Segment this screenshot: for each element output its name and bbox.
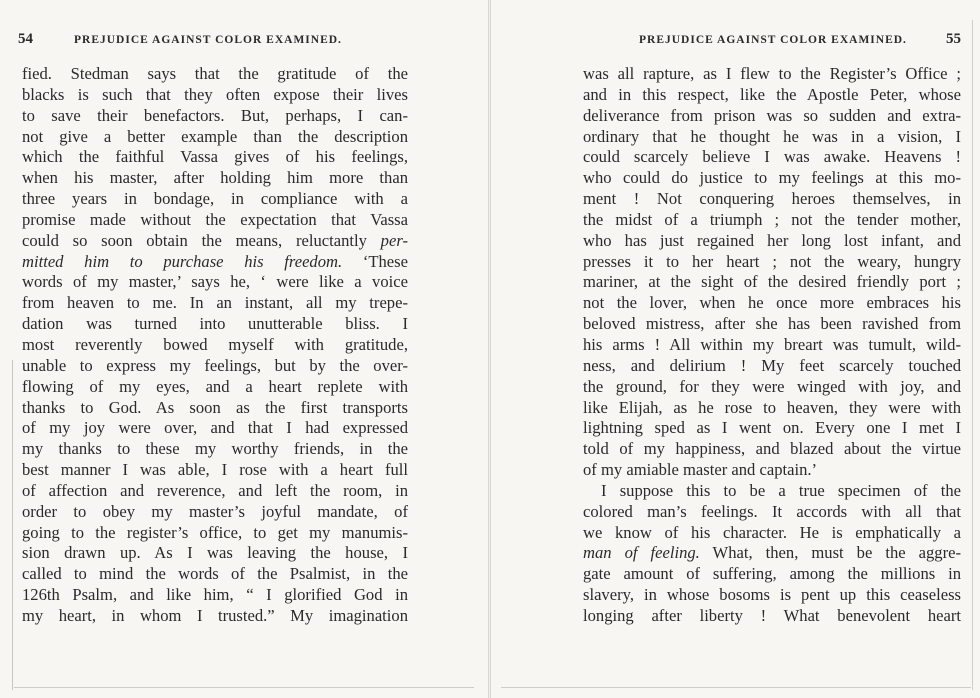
text-line: presses it to her heart ; not the weary, hungry bbox=[583, 251, 961, 271]
text-line: which the faithful Vassa gives of his feelings, bbox=[22, 147, 408, 167]
text-line: when his master, after holding him more than bbox=[22, 168, 408, 188]
text-line: I suppose this to be a true specimen of the bbox=[601, 480, 961, 500]
left-page-text bbox=[22, 64, 408, 627]
text-line: of my amiable master and captain.’ bbox=[583, 460, 818, 480]
text-line: his arms ! All within my breart was tumult, wild- bbox=[583, 334, 961, 354]
text-line: gate amount of suffering, among the millions in bbox=[583, 564, 961, 584]
text-line: my heart, in whom I trusted.” My imagination bbox=[22, 605, 408, 625]
text-line: not the lover, when he once more embraces his bbox=[583, 293, 961, 313]
text-line: three years in bondage, in compliance with a bbox=[22, 189, 408, 209]
text-line: going to the register’s office, to get my manumis- bbox=[22, 522, 408, 542]
text-line: from heaven to me. In an instant, all my trepe- bbox=[22, 293, 408, 313]
text-line: was all rapture, as I flew to the Register’s Office ; bbox=[583, 64, 961, 83]
text-line: to save their benefactors. But, perhaps, I can- bbox=[22, 105, 408, 125]
text-line: longing after liberty ! What benevolent heart bbox=[583, 605, 961, 625]
page-edge-mark bbox=[972, 20, 973, 690]
text-line: we know of his character. He is emphatically a bbox=[583, 522, 961, 542]
left-page bbox=[0, 0, 489, 698]
text-line: man of feeling. What, then, must be the aggre- bbox=[583, 543, 961, 563]
text-line: and in this respect, like the Apostle Peter, whose bbox=[583, 84, 961, 104]
text-line: thanks to God. As soon as the first transports bbox=[22, 397, 408, 417]
text-line: not give a better example than the description bbox=[22, 126, 408, 146]
right-page-number: 55 bbox=[946, 31, 961, 47]
text-line: like Elijah, as he rose to heaven, they were with bbox=[583, 397, 961, 417]
text-line: best manner I was able, I rose with a heart full bbox=[22, 460, 408, 480]
text-line: my thanks to these my worthy friends, in the bbox=[22, 439, 408, 459]
text-line: deliverance from prison was so sudden and extra- bbox=[583, 105, 961, 125]
text-line: told of my happiness, and blazed about the virtue bbox=[583, 439, 961, 459]
text-line: flowing of my eyes, and a heart replete with bbox=[22, 376, 408, 396]
right-page bbox=[490, 0, 980, 698]
text-line: slavery, in whose bosoms is pent up this ceaseless bbox=[583, 585, 961, 605]
text-line: could so soon obtain the means, reluctantly per- bbox=[22, 230, 408, 250]
text-line: dation was turned into unutterable bliss. I bbox=[22, 314, 408, 334]
text-line: who could do justice to my feelings at this mo- bbox=[583, 168, 961, 188]
page-bottom-edge bbox=[14, 687, 474, 688]
left-page-number: 54 bbox=[18, 31, 33, 47]
text-line: the ground, for they were winged with joy, and bbox=[583, 376, 961, 396]
text-line: could scarcely believe I was awake. Heavens ! bbox=[583, 147, 961, 167]
text-line: lightning sped as I went on. Every one I met I bbox=[583, 418, 961, 438]
text-line: fied. Stedman says that the gratitude of the bbox=[22, 64, 408, 83]
text-line: most reverently bowed myself with gratitude, bbox=[22, 334, 408, 354]
left-page-header bbox=[18, 31, 458, 54]
text-line: the midst of a triumph ; not the tender mother, bbox=[583, 209, 961, 229]
text-line: sion drawn up. As I was leaving the house, I bbox=[22, 543, 408, 563]
text-line: mariner, at the sight of the desired friendly port ; bbox=[583, 272, 961, 292]
page-bottom-edge bbox=[501, 687, 971, 688]
text-line: ness, and delirium ! My feet scarcely touched bbox=[583, 355, 961, 375]
right-page-text bbox=[583, 64, 961, 627]
text-line: 126th Psalm, and like him, “ I glorified God in bbox=[22, 585, 408, 605]
text-line: called to mind the words of the Psalmist, in the bbox=[22, 564, 408, 584]
text-line: promise made without the expectation that Vassa bbox=[22, 209, 408, 229]
text-line: of my joy were over, and that I had expressed bbox=[22, 418, 408, 438]
text-line: unable to express my feelings, but by the over- bbox=[22, 355, 408, 375]
text-line: ordinary that he thought he was in a vision, I bbox=[583, 126, 961, 146]
left-running-head: PREJUDICE AGAINST COLOR EXAMINED. bbox=[74, 34, 342, 46]
text-line: colored man’s feelings. It accords with all that bbox=[583, 501, 961, 521]
page-edge-mark bbox=[12, 360, 13, 690]
text-line: ment ! Not conquering heroes themselves, in bbox=[583, 189, 961, 209]
text-line: blacks is such that they often expose their lives bbox=[22, 84, 408, 104]
text-line: beloved mistress, after she has been ravished from bbox=[583, 314, 961, 334]
text-line: of affection and reverence, and left the room, in bbox=[22, 480, 408, 500]
text-line: who has just regained her long lost infant, and bbox=[583, 230, 961, 250]
right-running-head: PREJUDICE AGAINST COLOR EXAMINED. bbox=[639, 34, 907, 46]
text-line: order to obey my master’s joyful mandate, of bbox=[22, 501, 408, 521]
text-line: words of my master,’ says he, ‘ were like a voice bbox=[22, 272, 408, 292]
text-line: mitted him to purchase his freedom. ‘These bbox=[22, 251, 408, 271]
right-page-header bbox=[639, 31, 961, 54]
